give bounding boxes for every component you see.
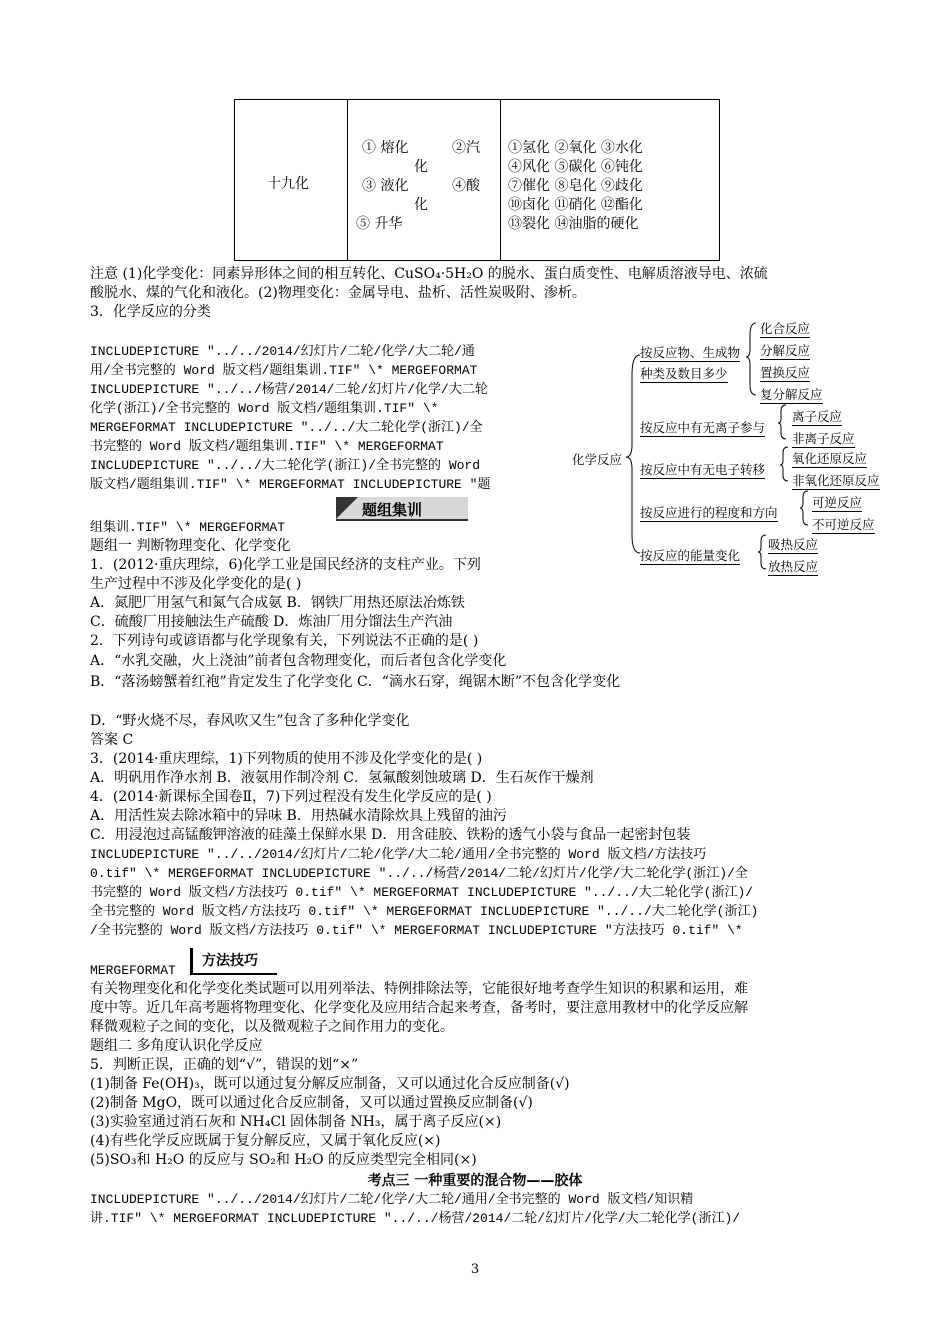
chemical-row: ⑦催化 ⑧皂化 ⑨歧化: [508, 178, 643, 194]
body-line: 生产过程中不涉及化学变化的是( ): [90, 576, 302, 592]
diagram-item: 化合反应: [760, 321, 811, 336]
body-line: (4)有些化学反应既属于复分解反应，又属于氧化反应(×): [90, 1133, 441, 1149]
field-code-line: 讲.TIF" \* MERGEFORMAT INCLUDEPICTURE "../../杨营/2014/二轮/幻灯片/化学/大二轮化学(浙江)/: [90, 1211, 741, 1226]
body-line: 4．(2014·新课标全国卷Ⅱ，7)下列过程没有发生化学反应的是( ): [90, 789, 492, 805]
diagram-group-label: 按反应中有无电子转移: [640, 462, 766, 477]
field-code-line: INCLUDEPICTURE "../../2014/幻灯片/二轮/化学/大二轮/通: [90, 344, 475, 359]
note-line: 酸脱水、煤的气化和液化。(2)物理变化：金属导电、盐析、活性炭吸附、渗析。: [90, 285, 586, 301]
field-code-line: 用/全书完整的 Word 版文档/题组集训.TIF" \* MERGEFORMAT: [90, 363, 478, 378]
body-line: 释微观粒子之间的变化，以及微观粒子之间作用力的变化。: [90, 1019, 454, 1035]
body-line: 答案 C: [90, 732, 134, 748]
physical-item: 化: [414, 197, 428, 213]
body-line: 1．(2012·重庆理综，6)化学工业是国民经济的支柱产业。下列: [90, 557, 481, 573]
diagram-item: 吸热反应: [768, 537, 819, 552]
body-line: 题组二 多角度认识化学反应: [90, 1038, 263, 1054]
field-code-line: MERGEFORMAT: [90, 963, 176, 978]
physical-item: ① 熔化: [362, 140, 409, 156]
field-code-line: INCLUDEPICTURE "../../2014/幻灯片/二轮/化学/大二轮/通用/全书完整的 Word 版文档/方法技巧: [90, 847, 707, 862]
diagram-group-label: 按反应物、生成物: [640, 345, 741, 360]
body-line: 有关物理变化和化学变化类试题可以用列举法、特例排除法等，它能很好地考查学生知识的积累和运用，难: [90, 981, 748, 997]
diagram-group-label: 按反应中有无离子参与: [640, 420, 766, 435]
diagram-group-label: 种类及数目多少: [640, 366, 728, 381]
field-code-line: MERGEFORMAT INCLUDEPICTURE "../../大二轮化学(浙江)/全: [90, 420, 483, 435]
body-line: B．“落汤螃蟹着红袍”肯定发生了化学变化 C．“滴水石穿，绳锯木断”不包含化学变化: [90, 674, 621, 690]
physical-item: ③ 液化: [362, 178, 409, 194]
field-code-line: INCLUDEPICTURE "../../2014/幻灯片/二轮/化学/大二轮/通用/全书完整的 Word 版文档/知识精: [90, 1192, 694, 1207]
diagram-item: 不可逆反应: [812, 517, 875, 532]
field-code-line: 化学(浙江)/全书完整的 Word 版文档/题组集训.TIF" \*: [90, 401, 439, 416]
body-line: (1)制备 Fe(OH)₃，既可以通过复分解反应制备，又可以通过化合反应制备(√): [90, 1076, 570, 1092]
body-line: 题组一 判断物理变化、化学变化: [90, 538, 291, 554]
field-code-line: 组集训.TIF" \* MERGEFORMAT: [90, 520, 286, 535]
section-banner-exercises: [336, 497, 468, 522]
field-code-line: 书完整的 Word 版文档/题组集训.TIF" \* MERGEFORMAT: [90, 439, 444, 454]
field-code-line: /全书完整的 Word 版文档/方法技巧 0.tif" \* MERGEFORMAT INCLUDEPICTURE "方法技巧 0.tif" \*: [90, 923, 743, 938]
note-line: 注意 (1)化学变化：同素异形体之间的相互转化、CuSO₄·5H₂O 的脱水、蛋白质变性、电解质溶液导电、浓硫: [90, 266, 768, 282]
diagram-item: 非离子反应: [792, 431, 855, 446]
body-line: C．硫酸厂用接触法生产硫酸 D．炼油厂用分馏法生产汽油: [90, 614, 453, 630]
chemical-row: ①氢化 ②氧化 ③水化: [508, 140, 643, 156]
body-line: A．明矾用作净水剂 B．液氨用作制冷剂 C．氢氟酸刻蚀玻璃 D．生石灰作干燥剂: [90, 770, 594, 786]
diagram-item: 离子反应: [792, 409, 843, 424]
physical-item: 化: [414, 159, 428, 175]
body-line: (5)SO₃和 H₂O 的反应与 SO₂和 H₂O 的反应类型完全相同(×): [90, 1152, 477, 1168]
diagram-item: 分解反应: [760, 343, 811, 358]
diagram-item: 复分解反应: [760, 387, 823, 402]
physical-item: ②汽: [452, 140, 480, 156]
body-line: A．用活性炭去除冰箱中的异味 B．用热碱水清除炊具上残留的油污: [90, 808, 507, 824]
section-banner-methods: [190, 948, 277, 975]
section-heading: 考点三 一种重要的混合物——胶体: [367, 1173, 583, 1189]
banner-label: 题组集训: [362, 501, 423, 519]
physical-item: ④酸: [452, 178, 480, 194]
diagram-item: 可逆反应: [812, 495, 863, 510]
diagram-group-label: 按反应进行的程度和方向: [640, 505, 778, 520]
chemical-row: ⑩卤化 ⑪硝化 ⑫酯化: [508, 197, 643, 213]
diagram-root: 化学反应: [572, 452, 623, 467]
field-code-line: INCLUDEPICTURE "../../大二轮化学(浙江)/全书完整的 Word: [90, 458, 481, 473]
field-code-line: 版文档/题组集训.TIF" \* MERGEFORMAT INCLUDEPICTURE "题: [90, 477, 491, 492]
diagram-item: 置换反应: [760, 365, 811, 380]
body-line: (3)实验室通过消石灰和 NH₄Cl 固体制备 NH₃，属于离子反应(×): [90, 1114, 502, 1130]
classification-table: [234, 99, 720, 261]
diagram-group-label: 按反应的能量变化: [640, 548, 741, 563]
body-line: C．用浸泡过高锰酸钾溶液的硅藻土保鲜水果 D．用含硅胶、铁粉的透气小袋与食品一起密封包装: [90, 827, 691, 843]
body-line: 5．判断正误，正确的划“√”，错误的划“×”: [90, 1057, 359, 1073]
field-code-line: 书完整的 Word 版文档/方法技巧 0.tif" \* MERGEFORMAT INCLUDEPICTURE "../../大二轮化学(浙江)/: [90, 885, 754, 900]
diagram-item: 氧化还原反应: [792, 451, 868, 466]
field-code-line: 全书完整的 Word 版文档/方法技巧 0.tif" \* MERGEFORMAT INCLUDEPICTURE "../../大二轮化学(浙江): [90, 904, 759, 919]
diagram-item: 非氧化还原反应: [792, 473, 880, 488]
body-line: A．氮肥厂用氢气和氮气合成氨 B．钢铁厂用热还原法冶炼铁: [90, 595, 465, 611]
physical-item: ⑤ 升华: [356, 216, 403, 232]
chemical-row: ⑬裂化 ⑭油脂的硬化: [508, 216, 639, 232]
table-row-label: 十九化: [267, 176, 309, 192]
body-line: A．“水乳交融，火上浇油”前者包含物理变化，而后者包含化学变化: [90, 653, 507, 669]
field-code-line: 0.tif" \* MERGEFORMAT INCLUDEPICTURE "../../杨营/2014/二轮/幻灯片/化学/大二轮化学(浙江)/全: [90, 866, 748, 881]
body-line: (2)制备 MgO，既可以通过化合反应制备，又可以通过置换反应制备(√): [90, 1095, 533, 1111]
body-line: 度中等。近几年高考题将物理变化、化学变化及应用结合起来考查，备考时，要注意用教材中的化学反应解: [90, 1000, 748, 1016]
physical-change-cell: [348, 100, 501, 260]
banner-label: 方法技巧: [202, 953, 258, 969]
page-number: 3: [470, 1262, 480, 1277]
body-line: D．“野火烧不尽，春风吹又生”包含了多种化学变化: [90, 713, 410, 729]
body-line: 2．下列诗句或谚语都与化学现象有关，下列说法不正确的是( ): [90, 633, 479, 649]
field-code-line: INCLUDEPICTURE "../../杨营/2014/二轮/幻灯片/化学/大二轮: [90, 382, 488, 397]
chemical-row: ④风化 ⑤碳化 ⑥钝化: [508, 159, 643, 175]
diagram-item: 放热反应: [768, 559, 819, 574]
banner-corner-icon: [336, 497, 358, 519]
body-line: 3．(2014·重庆理综，1)下列物质的使用不涉及化学变化的是( ): [90, 751, 483, 767]
section-title: 3．化学反应的分类: [90, 304, 211, 320]
table-label-cell: [235, 100, 348, 260]
